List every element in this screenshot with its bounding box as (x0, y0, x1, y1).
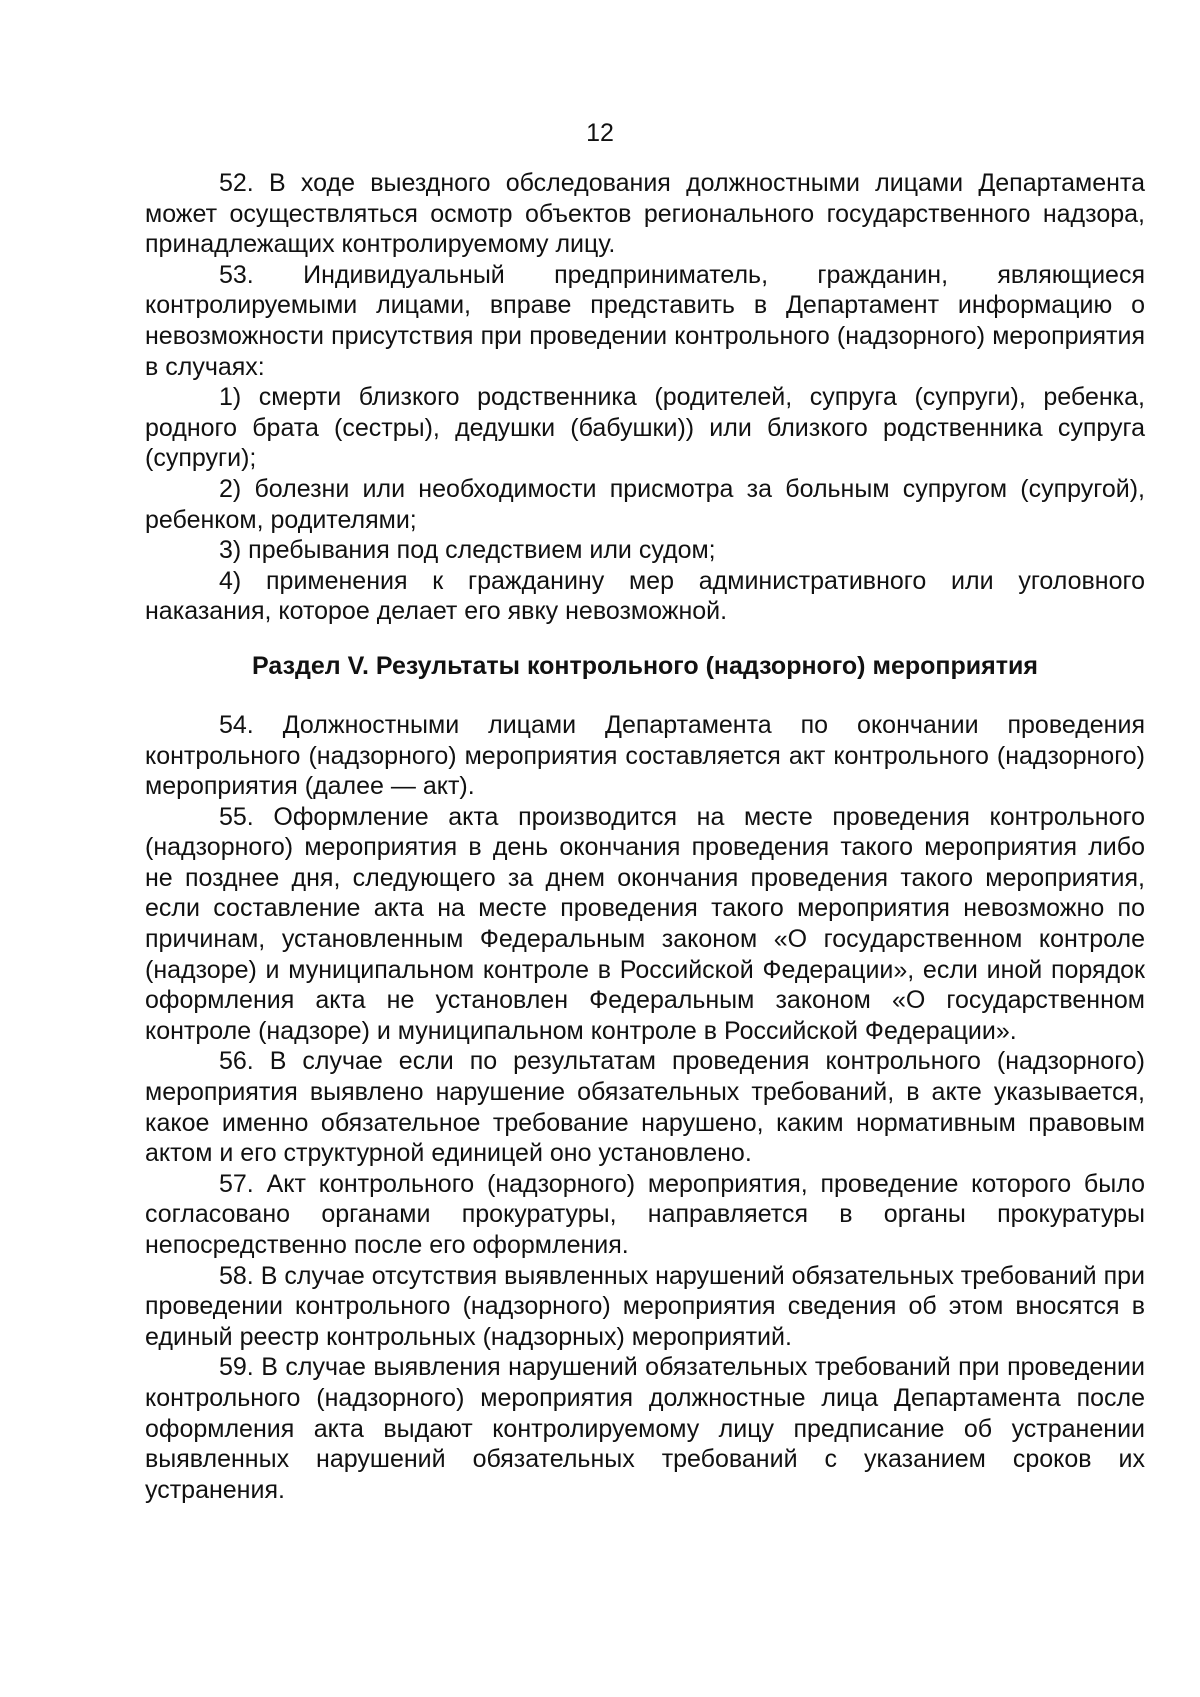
page-number: 12 (586, 119, 614, 147)
paragraph-52: 52. В ходе выездного обследования должностными лицами Департамента может осуществляться осмотр объектов регионального государственного надзора, принадлежащих контролируемому лицу. (145, 169, 1145, 259)
paragraph-57: 57. Акт контрольного (надзорного) мероприятия, проведение которого было согласовано органами прокуратуры, направляется в органы прокуратуры непосредственно после его оформления. (145, 1169, 1145, 1259)
list-item-4: 4) применения к гражданину мер административного или уголовного наказания, которое делает его явку невозможной. (145, 566, 1145, 626)
paragraph-58: 58. В случае отсутствия выявленных нарушений обязательных требований при проведении контрольного (надзорного) мероприятия сведения об этом вносятся в единый реестр контрольных (надзорных) мероприятий. (145, 1261, 1145, 1351)
list-item-2: 2) болезни или необходимости присмотра за больным супругом (супругой), ребенком, родителями; (145, 474, 1145, 534)
list-item-3: 3) пребывания под следствием или судом; (219, 536, 716, 565)
section-heading: Раздел V. Результаты контрольного (надзорного) мероприятия (252, 651, 1038, 680)
paragraph-55: 55. Оформление акта производится на месте проведения контрольного (надзорного) мероприятия в день окончания проведения такого мероприятия либо не позднее дня, следующего за днем окончания проведения такого мероприятия, если составление акта на месте проведения такого мероприятия невозможно по причинам, установленным Федеральным законом «О государственном контроле (надзоре) и муниципальном контроле в Российской Федерации», если иной порядок оформления акта не установлен Федеральным законом «О государственном контроле (надзоре) и муниципальном контроле в Российской Федерации». (145, 802, 1145, 1045)
document-body (145, 168, 1145, 1505)
paragraph-59: 59. В случае выявления нарушений обязательных требований при проведении контрольного (надзорного) мероприятия должностные лица Департамента после оформления акта выдают контролируемому лицу предписание об устранении выявленных нарушений обязательных требований с указанием сроков их устранения. (145, 1353, 1145, 1504)
paragraph-56: 56. В случае если по результатам проведения контрольного (надзорного) мероприятия выявлено нарушение обязательных требований, в акте указывается, какое именно обязательное требование нарушено, каким нормативным правовым актом и его структурной единицей оно установлено. (145, 1047, 1145, 1168)
paragraph-53: 53. Индивидуальный предприниматель, гражданин, являющиеся контролируемыми лицами, вправе представить в Департамент информацию о невозможности присутствия при проведении контрольного (надзорного) мероприятия в случаях: (145, 260, 1145, 381)
list-item-1: 1) смерти близкого родственника (родителей, супруга (супруги), ребенка, родного брата (сестры), дедушки (бабушки)) или близкого родственника супруга (супруги); (145, 383, 1145, 473)
paragraph-54: 54. Должностными лицами Департамента по окончании проведения контрольного (надзорного) мероприятия составляется акт контрольного (надзорного) мероприятия (далее — акт). (145, 710, 1145, 801)
